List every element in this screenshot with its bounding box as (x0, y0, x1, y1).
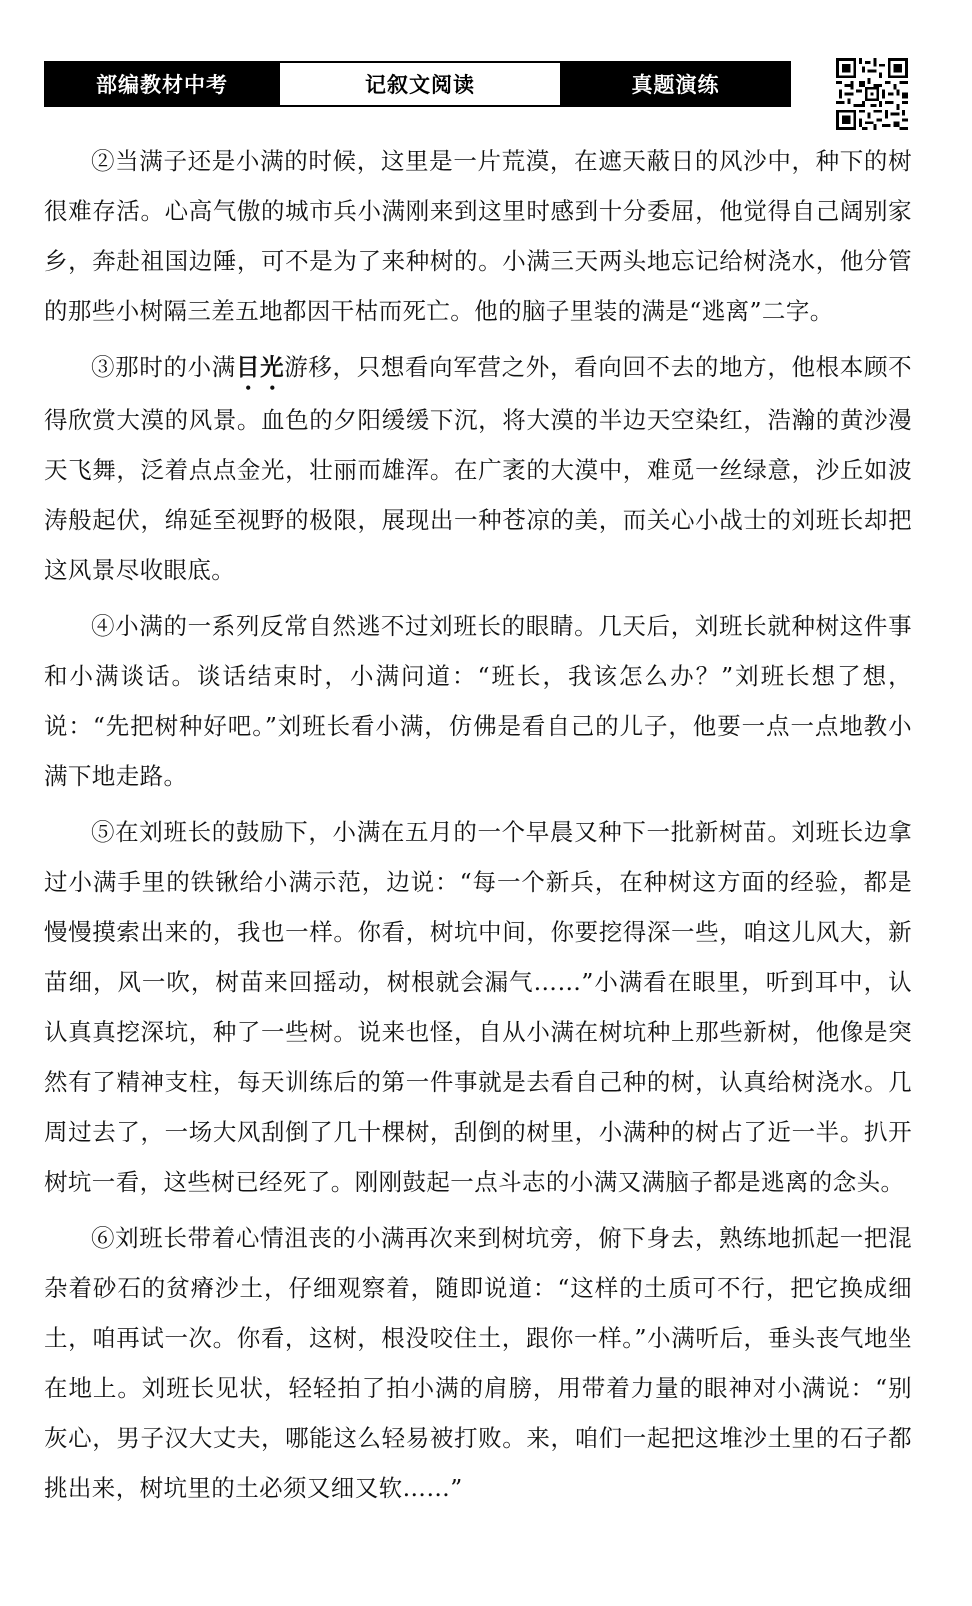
paragraph-5: ⑤在刘班长的鼓励下，小满在五月的一个早晨又种下一批新树苗。刘班长边拿过小满手里的铁锹给小满示范，边说：“每一个新兵，在种树这方面的经验，都是慢慢摸索出来的，我也一样。你看，树坑中间，你要挖得深一些，咱这儿风大，新苗细，风一吹，树苗来回摇动，树根就会漏气……”小满看在眼里，听到耳中，认认真真挖深坑，种了一些树。说来也怪，自从小满在树坑种上那些新树，他像是突然有了精神支柱，每天训练后的第一件事就是去看自己种的树，认真给树浇水。几周过去了，一场大风刮倒了几十棵树，刮倒的树里，小满种的树占了近一半。扒开树坑一看，这些树已经死了。刚刚鼓起一点斗志的小满又满脑子都是逃离的念头。 (44, 818, 912, 1196)
article-body (44, 136, 912, 1519)
header-topic-label: 记叙文阅读 (278, 63, 562, 105)
paragraph-3-rest: 游移，只想看向军营之外，看向回不去的地方，他根本顾不得欣赏大漠的风景。血色的夕阳缓缓下沉，将大漠的半边天空染红，浩瀚的黄沙漫天飞舞，泛着点点金光，壮丽而雄浑。在广袤的大漠中，难觅一丝绿意，沙丘如波涛般起伏，绵延至视野的极限，展现出一种苍凉的美，而关心小战士的刘班长却把这风景尽收眼底。 (44, 353, 912, 584)
paragraph-2: ②当满子还是小满的时候，这里是一片荒漠，在遮天蔽日的风沙中，种下的树很难存活。心高气傲的城市兵小满刚来到这里时感到十分委屈，他觉得自己阔别家乡，奔赴祖国边陲，可不是为了来种树的。小满三天两头地忘记给树浇水，他分管的那些小树隔三差五地都因干枯而死亡。他的脑子里装的满是“逃离”二字。 (44, 147, 912, 325)
paragraph-6: ⑥刘班长带着心情沮丧的小满再次来到树坑旁，俯下身去，熟练地抓起一把混杂着砂石的贫瘠沙土，仔细观察着，随即说道：“这样的土质可不行，把它换成细土，咱再试一次。你看，这树，根没咬住土，跟你一样。”小满听后，垂头丧气地坐在地上。刘班长见状，轻轻拍了拍小满的肩膀，用带着力量的眼神对小满说：“别灰心，男子汉大丈夫，哪能这么轻易被打败。来，咱们一起把这堆沙土里的石子都挑出来，树坑里的土必须又细又软……” (44, 1224, 912, 1502)
emphasized-term: 目光 (235, 353, 285, 381)
header-practice-label: 真题演练 (562, 63, 789, 105)
paragraph-4: ④小满的一系列反常自然逃不过刘班长的眼睛。几天后，刘班长就种树这件事和小满谈话。谈话结束时，小满问道：“班长，我该怎么办？”刘班长想了想，说：“先把树种好吧。”刘班长看小满，仿佛是看自己的儿子，他要一点一点地教小满下地走路。 (44, 612, 912, 790)
paragraph-3 (44, 342, 912, 595)
paragraph-3-start: ③那时的小满 (91, 353, 236, 381)
section-header (44, 61, 791, 107)
header-textbook-label: 部编教材中考 (46, 63, 278, 105)
qr-code-icon (836, 58, 908, 130)
